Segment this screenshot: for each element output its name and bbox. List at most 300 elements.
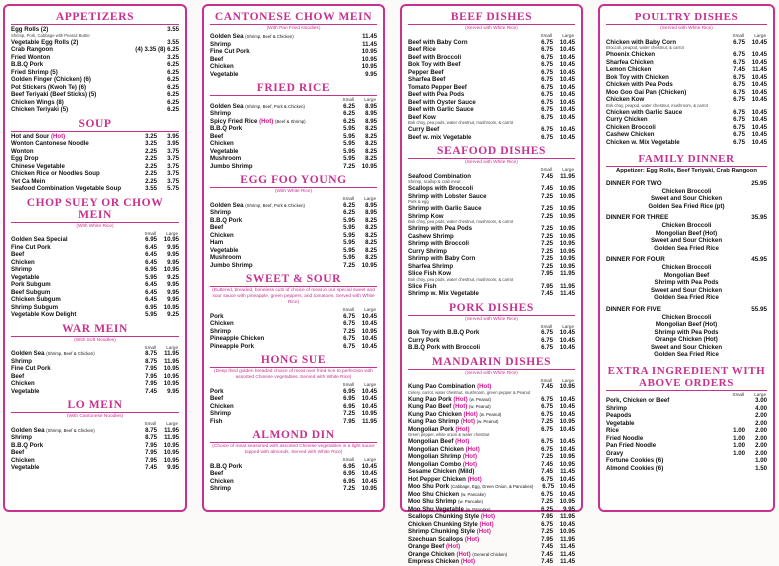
item-name-text: Vegetable [11, 464, 40, 471]
item-detail: (w. Pancake) [460, 491, 486, 497]
item-name-text: Golden Sea Special [11, 236, 68, 243]
item-name-text: Slice Fish [408, 282, 437, 290]
price: 10.95 [163, 449, 179, 456]
price-header-label: Small [540, 167, 552, 172]
item-note: Shrimp, Pork, Cabbage with Peanut Butter [11, 32, 90, 38]
item-name-text: Curry Shrimp [408, 247, 447, 255]
dinner-price: 25.95 [751, 179, 767, 187]
price-small: 5.95 [343, 231, 355, 239]
item-name [408, 126, 531, 134]
price: 8.25 [365, 155, 377, 162]
menu-section [11, 10, 179, 114]
price: 6.25 [167, 68, 179, 76]
item-name-text: Jumbo Shrimp [210, 261, 253, 269]
item-name [210, 63, 355, 71]
item-name [408, 255, 531, 263]
item-note: Shrimp, scallop & crab meat [408, 179, 461, 184]
price: 8.95 [365, 209, 377, 216]
menu-item [606, 89, 767, 97]
price: 10.95 [163, 380, 179, 387]
item-name-text: Cashew Shrimp [408, 232, 454, 240]
menu-item [11, 155, 179, 163]
price: 10.95 [163, 456, 179, 464]
price-small: 6.75 [541, 445, 553, 453]
menu-item [408, 185, 575, 193]
item-name [210, 328, 333, 336]
section-title: CHOP SUEY OR CHOW MEIN [11, 196, 179, 223]
item-name-text: Moo Shu Pork [408, 483, 449, 490]
item-name-text: Kung Pao Chicken [408, 410, 462, 418]
dinner-option [606, 180, 767, 188]
item-name-text: Shrimp with Baby Corn [408, 255, 476, 262]
item-name-text: Chicken w. Mix Vegetable [606, 138, 680, 146]
price: 11.45 [560, 558, 575, 565]
item-name [606, 427, 723, 435]
section-title: WAR MEIN [11, 322, 179, 337]
price-header-label: Small [144, 230, 156, 236]
price-small: 6.75 [541, 83, 553, 91]
price: 10.45 [559, 76, 575, 83]
price: 6.25 [167, 91, 179, 98]
menu-item [606, 465, 767, 473]
price-small: 7.95 [541, 270, 553, 277]
menu-item [408, 290, 575, 298]
menu-item [11, 289, 179, 297]
menu-item [11, 266, 179, 274]
price-small: 6.75 [541, 410, 553, 418]
hot-label: (Hot) [445, 543, 461, 550]
price-small: 6.45 [145, 296, 157, 303]
menu-section [11, 196, 179, 319]
menu-item [210, 209, 377, 217]
price-small: 6.75 [541, 475, 553, 483]
item-detail: (w. Peanut) [476, 419, 499, 424]
price: 9.95 [167, 387, 179, 395]
item-name [210, 403, 333, 411]
price: 10.45 [361, 387, 377, 395]
price-small: 6.25 [343, 209, 355, 216]
price-header-label: Small [342, 307, 354, 312]
item-name [11, 244, 135, 252]
menu-item [11, 46, 179, 54]
menu-section [210, 173, 377, 269]
menu-item [11, 442, 179, 450]
item-name-text: B.B.Q Pork [210, 462, 243, 470]
item-name-text: Pepper Beef [408, 68, 444, 76]
item-name [210, 395, 333, 403]
price: 10.45 [559, 395, 575, 403]
price-small: 6.95 [145, 303, 157, 311]
menu-item [11, 61, 179, 69]
item-name [11, 380, 135, 388]
price-small: 3.55 [145, 185, 157, 192]
menu-item [210, 63, 377, 71]
menu-item [408, 106, 575, 114]
item-name-text: Jumbo Shrimp [210, 162, 253, 170]
menu-item [210, 485, 377, 493]
section-title: PORK DISHES [408, 301, 575, 316]
section-title: APPETIZERS [11, 10, 179, 25]
menu-item [210, 118, 377, 126]
item-name-text: Vegetable [606, 419, 635, 427]
menu-column-2 [202, 4, 385, 512]
item-name-text: Chicken Wings (8) [11, 98, 64, 106]
item-name-text: Golden Sea [210, 102, 244, 110]
menu-item [11, 178, 179, 186]
dinner-item: Chicken Broccoli [661, 222, 712, 229]
menu-item [11, 388, 179, 396]
price-header-label: Large [364, 382, 376, 387]
price-header-label: Large [562, 167, 574, 172]
item-name-text: Gravy [606, 449, 624, 457]
price-header-label: Small [540, 323, 552, 329]
item-name [408, 453, 531, 461]
item-name-text: Beef with Oyster Sauce [408, 98, 476, 106]
item-name-text: Shrimp w. Mix Vegetable [408, 290, 479, 297]
menu-item [408, 263, 575, 271]
item-name [408, 248, 531, 256]
menu-item [606, 412, 767, 420]
price-header-label: Small [144, 421, 156, 426]
menu-item [210, 239, 377, 247]
item-name-text: Shrimp [210, 410, 231, 417]
item-name-text: Sharfea Chicken [606, 58, 654, 66]
section-title: CANTONESE CHOW MEIN [210, 10, 377, 25]
item-name-text: Kung Pao Pork [408, 395, 452, 403]
price: 11.45 [560, 550, 575, 558]
item-name [606, 412, 723, 420]
price-small: 7.95 [145, 449, 157, 456]
price: 11.95 [560, 513, 575, 520]
item-name [606, 397, 723, 405]
item-note: Bok choy, pea pods, water chestnut, mushroom, & carrot [408, 219, 514, 224]
menu-item [11, 163, 179, 171]
item-name-text: Spicy Fried Rice [210, 117, 258, 125]
price-header-label: Small [342, 382, 354, 387]
family-appetizer: Appetizer: Egg Rolls, Beef Teriyaki, Crab Rangoon [616, 168, 757, 174]
price-header-label: Small [732, 33, 744, 38]
menu-item [606, 405, 767, 413]
menu-item [11, 434, 179, 442]
price-small: 7.95 [541, 282, 553, 290]
price: 10.45 [559, 106, 575, 113]
item-detail: (Beef & Shrimp) [275, 118, 306, 124]
price-small: 5.95 [343, 140, 355, 147]
price: 9.25 [167, 311, 179, 318]
item-name-text: Scallops Chunking Style [408, 513, 480, 520]
item-name [210, 209, 333, 217]
item-name-text: Egg Rolls (2) [11, 26, 49, 33]
price-small: 7.45 [145, 387, 157, 395]
hot-label: (Hot) [462, 453, 478, 460]
hot-label: (Hot) [259, 117, 274, 125]
item-name-text: Fried Wonton [11, 53, 51, 61]
item-name-text: Wonton [11, 147, 34, 155]
menu-item [11, 251, 179, 259]
item-name [11, 464, 135, 472]
menu-item [606, 81, 767, 89]
item-name [210, 313, 333, 321]
item-name-text: Vegetable Kow Delight [11, 311, 77, 318]
item-name-text: Scallops with Broccoli [408, 185, 474, 192]
item-name [606, 139, 723, 147]
item-name [11, 251, 135, 259]
item-name [408, 551, 531, 559]
item-detail: (Shrimp, Beef & Chicken) [46, 427, 95, 433]
menu-column-3 [400, 4, 583, 565]
price-small: 6.45 [145, 243, 157, 251]
item-name [210, 133, 333, 141]
price-small: 6.75 [541, 68, 553, 76]
item-name [210, 343, 333, 351]
price: 10.95 [163, 236, 179, 243]
item-name [11, 46, 135, 54]
price-small: 6.45 [145, 251, 157, 258]
item-name-text: Mongolian Beef [408, 438, 454, 445]
item-name [11, 457, 135, 465]
item-name [11, 373, 135, 381]
item-name-text: Golden Finger (Chicken) (6) [11, 76, 91, 83]
menu-item [210, 418, 377, 426]
menu-item [11, 449, 179, 457]
dinner-name: DINNER FOR FOUR [606, 256, 665, 263]
menu-item [408, 240, 575, 248]
price-small: 6.95 [343, 462, 355, 470]
item-name [408, 513, 531, 521]
price: 10.95 [559, 453, 575, 460]
price: 11.45 [560, 543, 575, 550]
price-small: 8.75 [145, 357, 157, 365]
menu-item [210, 320, 377, 328]
dinner-item: Sweet and Sour Chicken [650, 237, 723, 244]
price: 10.95 [559, 212, 575, 220]
price-small: 7.45 [541, 290, 553, 297]
item-name-text: Beef w. mix Vegetable [408, 133, 472, 141]
item-name-text: Kung Pao Beef [408, 403, 452, 410]
item-name-text: Bok Toy with B.B.Q Pork [408, 329, 480, 336]
item-name-text: Chinese Vegetable [11, 162, 65, 170]
price: 10.45 [751, 131, 767, 138]
price-small: 6.95 [145, 266, 157, 273]
item-name-text: Shrimp with Broccoli [408, 240, 469, 247]
price: 10.45 [751, 138, 767, 146]
price-small: 6.75 [733, 81, 745, 88]
price-header-label: Small [540, 33, 552, 38]
item-name-text: Fried Noodle [606, 434, 644, 442]
item-name-text: Beef [11, 449, 25, 456]
item-name-text: Shrimp [210, 110, 231, 117]
price-small: 7.25 [541, 498, 553, 505]
item-name-text: Kung Pao Shrimp [408, 418, 460, 425]
menu-item [210, 41, 377, 49]
dinner-name: DINNER FOR THREE [606, 214, 669, 221]
item-name [210, 71, 355, 79]
price-small: 7.45 [541, 460, 553, 468]
item-name [408, 106, 531, 114]
price-small: 7.45 [541, 543, 553, 550]
menu-item [210, 247, 377, 255]
item-name [606, 89, 723, 97]
price: 11.95 [164, 350, 179, 357]
item-name-text: Tomato Pepper Beef [408, 83, 467, 91]
price: 11.45 [362, 33, 377, 40]
menu-item [210, 163, 377, 171]
price-small: 6.75 [541, 46, 553, 53]
hot-label: (Hot) [460, 558, 476, 565]
item-detail: (Shrimp, Beef, Pork & Chicken) [245, 202, 305, 208]
price: 10.45 [559, 91, 575, 98]
item-name-text: Mushroom [210, 254, 242, 261]
item-name [210, 103, 333, 111]
menu-item [210, 48, 377, 56]
item-name [606, 450, 723, 458]
item-name [408, 225, 531, 233]
price: 10.45 [559, 403, 575, 410]
price-small: 6.75 [541, 61, 553, 68]
price-small: 6.45 [145, 288, 157, 296]
item-name-text: Shrimp with Pea Pods [408, 225, 472, 232]
menu-item [11, 311, 179, 319]
price: 8.25 [365, 254, 377, 261]
price-small: 6.95 [343, 470, 355, 477]
menu-item [210, 217, 377, 225]
item-name [606, 124, 723, 132]
price: 10.95 [361, 327, 377, 335]
item-name-text: Yet Ca Mein [11, 177, 46, 185]
menu-item [408, 39, 575, 47]
section-title: EXTRA INGREDIENT WITH ABOVE ORDERS [607, 364, 766, 389]
item-name-text: Golden Sea [11, 350, 45, 357]
price-small: 7.25 [541, 453, 553, 460]
price-small: 7.25 [541, 247, 553, 255]
price: 10.95 [559, 498, 575, 505]
price: 9.95 [167, 258, 179, 266]
item-name [210, 478, 333, 486]
item-name-text: Chicken Kow [606, 96, 645, 103]
price-small: 1.00 [733, 427, 745, 434]
menu-item [11, 380, 179, 388]
item-name [606, 405, 723, 413]
item-name [408, 205, 531, 213]
price: 8.95 [365, 102, 377, 110]
price: 11.95 [560, 270, 575, 277]
menu-item [11, 350, 179, 358]
price: 8.25 [365, 246, 377, 254]
price-small: 5.95 [343, 125, 355, 132]
hot-label: (Hot) [464, 535, 480, 543]
menu-item [11, 91, 179, 99]
item-name [408, 290, 531, 298]
price-small: 6.75 [541, 53, 553, 61]
dinner-name: DINNER FOR FIVE [606, 305, 661, 313]
item-name [408, 99, 531, 107]
price: 6.25 [167, 61, 179, 68]
item-name-text: Curry Beef [408, 126, 440, 133]
price: 3.75 [167, 162, 179, 170]
menu-item [210, 328, 377, 336]
hot-label: (Hot) [455, 425, 470, 433]
menu-item [408, 126, 575, 134]
menu-item [408, 558, 575, 566]
dinner-item: Shrimp with Pea Pods [654, 279, 719, 286]
price-small: 7.25 [541, 528, 553, 535]
price: 11.45 [362, 40, 377, 48]
menu-section [11, 398, 179, 472]
menu-item [11, 133, 179, 141]
price-header-label: Large [364, 457, 376, 462]
menu-item [11, 99, 179, 107]
item-name [210, 125, 333, 133]
dinner-item: Orange Chicken (Hot) [655, 336, 718, 343]
price: 10.95 [559, 418, 575, 425]
item-name-text: Orange Beef [408, 543, 445, 550]
price-small: 5.95 [343, 224, 355, 231]
price: 10.95 [559, 255, 575, 262]
menu-item [210, 224, 377, 232]
item-name-text: Bok Toy with Chicken [606, 73, 669, 81]
price-small: 7.95 [145, 456, 157, 464]
price-header-label: Large [166, 344, 178, 350]
menu-item [606, 427, 767, 435]
price: 10.45 [361, 312, 377, 320]
price-small: 6.75 [733, 116, 745, 123]
item-name-text: Shrimp [606, 404, 627, 412]
menu-item [606, 457, 767, 465]
price-small: 8.75 [145, 426, 157, 434]
item-name-text: Beef [210, 470, 224, 477]
price-small: 7.45 [541, 550, 553, 558]
price: 10.45 [361, 470, 377, 477]
price-header-label: Large [166, 421, 178, 426]
price: 10.45 [559, 46, 575, 53]
price: 8.25 [365, 147, 377, 155]
item-detail: (w. Peanut) [479, 411, 502, 417]
price: 5.75 [167, 185, 179, 192]
item-name-text: Pineapple Pork [210, 342, 255, 350]
price-small: 7.45 [541, 468, 553, 475]
price-small: 8.75 [145, 350, 157, 357]
menu-section [210, 428, 377, 493]
item-name [11, 449, 135, 457]
item-name [210, 224, 333, 232]
item-name [606, 457, 723, 465]
item-name-text: Szechuan Scallops [408, 535, 464, 543]
price: 6.25 [167, 106, 179, 113]
item-name [408, 483, 533, 491]
price: 9.95 [167, 288, 179, 296]
menu-item [210, 232, 377, 240]
price-small: 6.75 [733, 38, 745, 46]
menu-section [210, 353, 377, 425]
menu-item [11, 259, 179, 267]
item-name-text: Fine Cut Pork [210, 48, 250, 55]
price: 10.45 [361, 462, 377, 470]
price: 3.75 [167, 177, 179, 185]
section-subtitle: (Served with White Rice) [465, 316, 518, 322]
item-name [210, 33, 355, 41]
price-small: 7.25 [541, 240, 553, 247]
section-title: FAMILY DINNER [606, 152, 767, 167]
menu-item [408, 543, 575, 551]
menu-item [210, 313, 377, 321]
dinner-item: Sweet and Sour Chicken [650, 286, 723, 294]
item-name [606, 465, 723, 473]
item-name [210, 163, 333, 171]
item-name [408, 446, 531, 454]
price: 3.00 [755, 397, 767, 404]
item-name [210, 148, 333, 156]
menu-item [408, 84, 575, 92]
